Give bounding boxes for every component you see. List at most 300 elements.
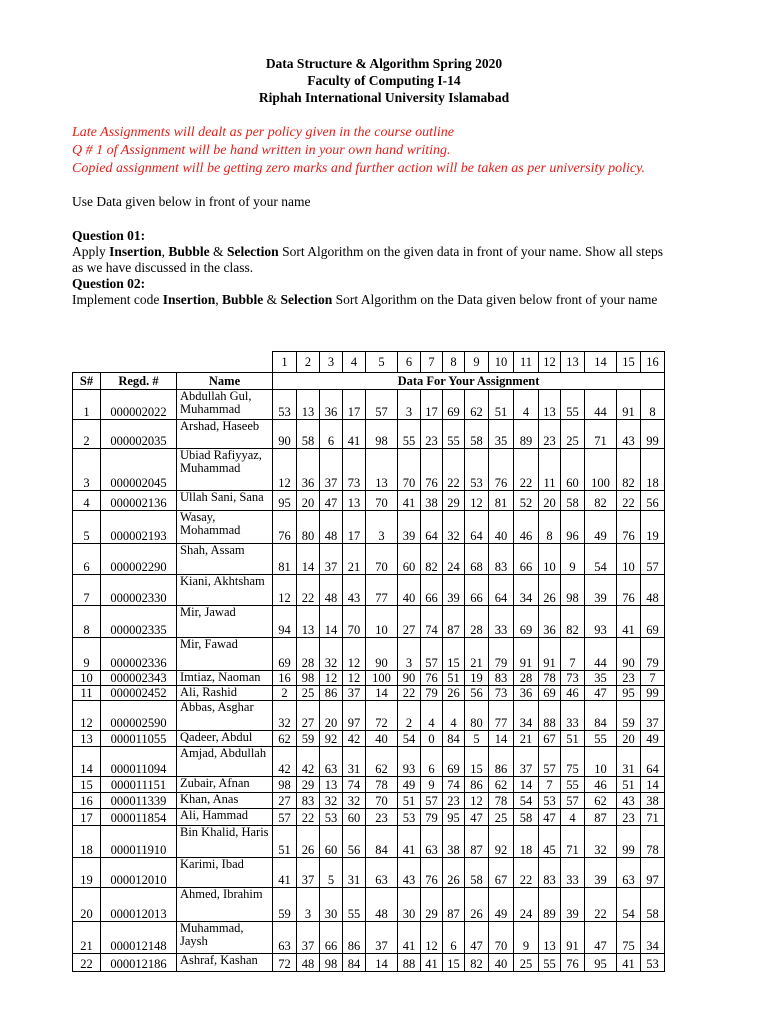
data-value: 46 <box>561 686 585 701</box>
data-value: 76 <box>421 671 443 686</box>
question-02-text: Implement code Insertion, Bubble & Selection Sort Algorithm on the Data given below front of your name <box>72 292 658 307</box>
data-value: 36 <box>539 606 561 638</box>
data-value: 21 <box>514 731 539 747</box>
data-value: 39 <box>398 511 421 544</box>
column-number: 14 <box>585 352 617 373</box>
data-value: 12 <box>421 922 443 954</box>
column-number: 6 <box>398 352 421 373</box>
data-value: 99 <box>641 420 665 449</box>
row-regd: 000011094 <box>101 747 177 777</box>
row-sno: 9 <box>73 638 101 671</box>
data-value: 22 <box>514 449 539 491</box>
data-value: 52 <box>514 491 539 511</box>
data-value: 62 <box>366 747 398 777</box>
data-value: 76 <box>617 511 641 544</box>
data-value: 59 <box>273 888 297 922</box>
data-value: 95 <box>617 686 641 701</box>
data-value: 94 <box>273 606 297 638</box>
data-value: 32 <box>343 793 366 809</box>
data-value: 59 <box>297 731 320 747</box>
data-value: 82 <box>585 491 617 511</box>
data-value: 29 <box>421 888 443 922</box>
column-number: 10 <box>489 352 514 373</box>
data-value: 84 <box>443 731 465 747</box>
data-value: 33 <box>561 858 585 888</box>
university-line: Riphah International University Islamabad <box>258 90 510 105</box>
row-sno: 3 <box>73 449 101 491</box>
data-value: 41 <box>617 606 641 638</box>
data-value: 55 <box>443 420 465 449</box>
data-value: 26 <box>465 888 489 922</box>
data-value: 36 <box>297 449 320 491</box>
instruction-text: Use Data given below in front of your name <box>72 194 311 209</box>
notice-late: Late Assignments will dealt as per policy given in the course outline <box>72 125 454 140</box>
data-value: 47 <box>585 922 617 954</box>
data-value: 22 <box>297 809 320 826</box>
header-regd: Regd. # <box>101 373 177 390</box>
data-value: 75 <box>617 922 641 954</box>
table-row <box>73 511 665 544</box>
table-header-row <box>73 373 665 390</box>
data-value: 37 <box>343 686 366 701</box>
data-value: 63 <box>421 826 443 858</box>
data-value: 62 <box>465 390 489 420</box>
data-value: 73 <box>561 671 585 686</box>
data-value: 84 <box>585 701 617 731</box>
data-value: 87 <box>443 606 465 638</box>
row-sno: 6 <box>73 544 101 575</box>
data-value: 74 <box>421 606 443 638</box>
data-value: 40 <box>366 731 398 747</box>
row-name: Ahmed, Ibrahim <box>177 888 273 922</box>
data-value: 22 <box>585 888 617 922</box>
data-value: 32 <box>273 701 297 731</box>
row-regd: 000002336 <box>101 638 177 671</box>
table-row <box>73 777 665 793</box>
data-value: 31 <box>343 747 366 777</box>
data-value: 75 <box>561 747 585 777</box>
data-value: 88 <box>539 701 561 731</box>
data-value: 32 <box>585 826 617 858</box>
row-name: Arshad, Haseeb <box>177 420 273 449</box>
data-value: 49 <box>585 511 617 544</box>
data-value: 39 <box>585 858 617 888</box>
data-value: 32 <box>443 511 465 544</box>
data-value: 98 <box>320 954 343 972</box>
row-regd: 000002330 <box>101 575 177 606</box>
data-value: 14 <box>297 544 320 575</box>
data-value: 82 <box>561 606 585 638</box>
data-value: 16 <box>273 671 297 686</box>
data-value: 39 <box>561 888 585 922</box>
data-value: 69 <box>443 747 465 777</box>
data-value: 9 <box>421 777 443 793</box>
data-value: 60 <box>561 449 585 491</box>
data-value: 56 <box>641 491 665 511</box>
row-sno: 10 <box>73 671 101 686</box>
data-value: 53 <box>273 390 297 420</box>
data-value: 72 <box>366 701 398 731</box>
header-sno: S# <box>73 373 101 390</box>
table-row <box>73 922 665 954</box>
data-value: 22 <box>617 491 641 511</box>
data-value: 51 <box>273 826 297 858</box>
column-number: 15 <box>617 352 641 373</box>
data-value: 25 <box>561 420 585 449</box>
row-sno: 19 <box>73 858 101 888</box>
row-regd: 000011854 <box>101 809 177 826</box>
row-regd: 000002343 <box>101 671 177 686</box>
data-value: 97 <box>641 858 665 888</box>
data-value: 95 <box>585 954 617 972</box>
data-value: 4 <box>561 809 585 826</box>
data-value: 15 <box>465 747 489 777</box>
table-row <box>73 638 665 671</box>
data-value: 43 <box>617 420 641 449</box>
row-sno: 13 <box>73 731 101 747</box>
data-value: 71 <box>585 420 617 449</box>
data-value: 21 <box>465 638 489 671</box>
notice-handwritten: Q # 1 of Assignment will be hand written in your own hand writing. <box>72 143 451 158</box>
data-value: 40 <box>489 954 514 972</box>
data-value: 2 <box>398 701 421 731</box>
data-value: 3 <box>297 888 320 922</box>
column-number: 4 <box>343 352 366 373</box>
column-number: 7 <box>421 352 443 373</box>
data-value: 48 <box>297 954 320 972</box>
data-value: 55 <box>561 777 585 793</box>
row-regd: 000002335 <box>101 606 177 638</box>
data-value: 69 <box>443 390 465 420</box>
data-value: 5 <box>320 858 343 888</box>
data-value: 44 <box>585 638 617 671</box>
data-value: 66 <box>465 575 489 606</box>
data-value: 31 <box>343 858 366 888</box>
data-value: 55 <box>539 954 561 972</box>
data-value: 2 <box>273 686 297 701</box>
row-name: Ashraf, Kashan <box>177 954 273 972</box>
data-value: 17 <box>421 390 443 420</box>
data-value: 32 <box>320 793 343 809</box>
doc-title: Data Structure & Algorithm Spring 2020 <box>265 56 503 71</box>
row-regd: 000012010 <box>101 858 177 888</box>
data-value: 14 <box>366 954 398 972</box>
data-value: 69 <box>273 638 297 671</box>
data-value: 73 <box>489 686 514 701</box>
data-value: 3 <box>398 638 421 671</box>
data-value: 24 <box>514 888 539 922</box>
data-value: 63 <box>617 858 641 888</box>
data-value: 57 <box>641 544 665 575</box>
data-value: 53 <box>398 809 421 826</box>
data-value: 60 <box>343 809 366 826</box>
data-value: 3 <box>366 511 398 544</box>
row-sno: 5 <box>73 511 101 544</box>
row-sno: 11 <box>73 686 101 701</box>
data-value: 98 <box>273 777 297 793</box>
data-value: 17 <box>343 511 366 544</box>
data-value: 76 <box>617 575 641 606</box>
column-number: 9 <box>465 352 489 373</box>
row-name: Bin Khalid, Haris <box>177 826 273 858</box>
column-number: 11 <box>514 352 539 373</box>
data-value: 20 <box>539 491 561 511</box>
data-value: 30 <box>320 888 343 922</box>
data-value: 37 <box>320 544 343 575</box>
data-value: 76 <box>421 449 443 491</box>
table-row <box>73 701 665 731</box>
row-sno: 20 <box>73 888 101 922</box>
data-value: 64 <box>465 511 489 544</box>
data-value: 63 <box>366 858 398 888</box>
row-sno: 22 <box>73 954 101 972</box>
data-value: 36 <box>514 686 539 701</box>
data-value: 9 <box>514 922 539 954</box>
row-regd: 000011339 <box>101 793 177 809</box>
data-value: 47 <box>465 809 489 826</box>
data-value: 62 <box>489 777 514 793</box>
assignment-data-table <box>72 351 665 972</box>
table-row <box>73 731 665 747</box>
table-row <box>73 888 665 922</box>
column-number: 3 <box>320 352 343 373</box>
data-value: 38 <box>421 491 443 511</box>
data-value: 14 <box>641 777 665 793</box>
data-value: 89 <box>514 420 539 449</box>
data-value: 60 <box>398 544 421 575</box>
data-value: 97 <box>343 701 366 731</box>
data-value: 58 <box>561 491 585 511</box>
data-value: 29 <box>443 491 465 511</box>
data-value: 42 <box>273 747 297 777</box>
table-row <box>73 954 665 972</box>
data-value: 23 <box>443 793 465 809</box>
data-value: 26 <box>443 686 465 701</box>
data-value: 25 <box>297 686 320 701</box>
row-regd: 000002136 <box>101 491 177 511</box>
data-value: 19 <box>465 671 489 686</box>
data-value: 93 <box>398 747 421 777</box>
data-value: 41 <box>421 954 443 972</box>
data-value: 12 <box>343 671 366 686</box>
data-value: 47 <box>585 686 617 701</box>
row-sno: 1 <box>73 390 101 420</box>
data-value: 98 <box>366 420 398 449</box>
row-name: Amjad, Abdullah <box>177 747 273 777</box>
row-regd: 000012186 <box>101 954 177 972</box>
data-value: 55 <box>561 390 585 420</box>
data-value: 58 <box>465 858 489 888</box>
column-number: 5 <box>366 352 398 373</box>
data-value: 83 <box>489 671 514 686</box>
data-value: 69 <box>641 606 665 638</box>
data-value: 87 <box>465 826 489 858</box>
data-value: 41 <box>273 858 297 888</box>
column-number-row <box>73 352 665 373</box>
data-value: 41 <box>398 922 421 954</box>
row-name: Abbas, Asghar <box>177 701 273 731</box>
data-value: 26 <box>297 826 320 858</box>
data-value: 35 <box>489 420 514 449</box>
row-name: Ubiad Rafiyyaz, Muhammad <box>177 449 273 491</box>
data-value: 23 <box>539 420 561 449</box>
table-row <box>73 809 665 826</box>
data-value: 29 <box>297 777 320 793</box>
data-value: 53 <box>539 793 561 809</box>
data-value: 67 <box>539 731 561 747</box>
row-name: Abdullah Gul, Muhammad <box>177 390 273 420</box>
data-value: 95 <box>443 809 465 826</box>
column-number: 13 <box>561 352 585 373</box>
data-value: 71 <box>561 826 585 858</box>
data-value: 62 <box>585 793 617 809</box>
data-value: 27 <box>273 793 297 809</box>
data-value: 23 <box>421 420 443 449</box>
data-value: 28 <box>514 671 539 686</box>
data-value: 48 <box>366 888 398 922</box>
row-name: Qadeer, Abdul <box>177 731 273 747</box>
data-value: 53 <box>465 449 489 491</box>
data-value: 91 <box>539 638 561 671</box>
data-value: 13 <box>539 390 561 420</box>
data-value: 66 <box>514 544 539 575</box>
table-row <box>73 826 665 858</box>
data-value: 82 <box>421 544 443 575</box>
data-value: 56 <box>343 826 366 858</box>
data-value: 42 <box>343 731 366 747</box>
data-value: 69 <box>539 686 561 701</box>
question-02-title: Question 02: <box>72 276 146 291</box>
data-value: 37 <box>641 701 665 731</box>
table-row <box>73 686 665 701</box>
data-value: 91 <box>514 638 539 671</box>
data-value: 14 <box>514 777 539 793</box>
data-value: 76 <box>489 449 514 491</box>
data-value: 88 <box>398 954 421 972</box>
data-value: 48 <box>320 575 343 606</box>
table-row <box>73 491 665 511</box>
data-value: 86 <box>343 922 366 954</box>
data-value: 92 <box>489 826 514 858</box>
data-value: 57 <box>273 809 297 826</box>
row-name: Khan, Anas <box>177 793 273 809</box>
data-value: 21 <box>343 544 366 575</box>
data-value: 86 <box>320 686 343 701</box>
data-value: 28 <box>465 606 489 638</box>
data-value: 51 <box>617 777 641 793</box>
row-regd: 000011151 <box>101 777 177 793</box>
data-value: 82 <box>617 449 641 491</box>
data-value: 51 <box>561 731 585 747</box>
row-name: Ali, Rashid <box>177 686 273 701</box>
data-value: 12 <box>343 638 366 671</box>
data-value: 13 <box>539 922 561 954</box>
data-value: 30 <box>398 888 421 922</box>
data-value: 27 <box>297 701 320 731</box>
row-regd: 000012148 <box>101 922 177 954</box>
column-number: 16 <box>641 352 665 373</box>
data-value: 80 <box>465 701 489 731</box>
data-value: 60 <box>320 826 343 858</box>
data-value: 74 <box>443 777 465 793</box>
row-regd: 000002290 <box>101 544 177 575</box>
data-value: 39 <box>585 575 617 606</box>
data-value: 37 <box>297 858 320 888</box>
question-01-text: Apply Insertion, Bubble & Selection Sort Algorithm on the given data in front of your name. Show all steps <box>72 244 664 259</box>
data-value: 64 <box>489 575 514 606</box>
data-value: 55 <box>343 888 366 922</box>
data-value: 87 <box>585 809 617 826</box>
data-value: 6 <box>443 922 465 954</box>
data-value: 56 <box>465 686 489 701</box>
data-value: 90 <box>398 671 421 686</box>
row-name: Kiani, Akhtsham <box>177 575 273 606</box>
row-name: Wasay, Mohammad <box>177 511 273 544</box>
data-value: 32 <box>320 638 343 671</box>
data-value: 58 <box>465 420 489 449</box>
data-value: 70 <box>398 449 421 491</box>
data-value: 33 <box>561 701 585 731</box>
data-value: 91 <box>617 390 641 420</box>
data-value: 8 <box>539 511 561 544</box>
data-value: 7 <box>641 671 665 686</box>
row-name: Mir, Jawad <box>177 606 273 638</box>
data-value: 64 <box>421 511 443 544</box>
data-value: 5 <box>465 731 489 747</box>
row-name: Shah, Assam <box>177 544 273 575</box>
data-value: 78 <box>366 777 398 793</box>
data-value: 48 <box>641 575 665 606</box>
data-value: 92 <box>320 731 343 747</box>
data-value: 14 <box>366 686 398 701</box>
data-value: 31 <box>617 747 641 777</box>
data-value: 37 <box>320 449 343 491</box>
data-value: 58 <box>514 809 539 826</box>
data-value: 4 <box>443 701 465 731</box>
data-value: 78 <box>539 671 561 686</box>
data-value: 95 <box>273 491 297 511</box>
row-regd: 000002045 <box>101 449 177 491</box>
row-sno: 18 <box>73 826 101 858</box>
data-value: 34 <box>514 701 539 731</box>
row-regd: 000002022 <box>101 390 177 420</box>
data-value: 36 <box>320 390 343 420</box>
data-value: 55 <box>398 420 421 449</box>
data-value: 37 <box>514 747 539 777</box>
data-value: 81 <box>273 544 297 575</box>
data-value: 70 <box>366 491 398 511</box>
data-value: 79 <box>421 686 443 701</box>
data-value: 76 <box>273 511 297 544</box>
data-value: 47 <box>539 809 561 826</box>
data-value: 34 <box>641 922 665 954</box>
table-row <box>73 420 665 449</box>
data-value: 72 <box>273 954 297 972</box>
data-value: 13 <box>320 777 343 793</box>
data-value: 69 <box>514 606 539 638</box>
data-value: 90 <box>366 638 398 671</box>
data-value: 98 <box>297 671 320 686</box>
row-name: Mir, Fawad <box>177 638 273 671</box>
data-value: 12 <box>273 575 297 606</box>
table-row <box>73 390 665 420</box>
table-row <box>73 575 665 606</box>
data-value: 70 <box>366 544 398 575</box>
data-value: 23 <box>617 809 641 826</box>
data-value: 14 <box>320 606 343 638</box>
row-regd: 000012013 <box>101 888 177 922</box>
column-number: 2 <box>297 352 320 373</box>
